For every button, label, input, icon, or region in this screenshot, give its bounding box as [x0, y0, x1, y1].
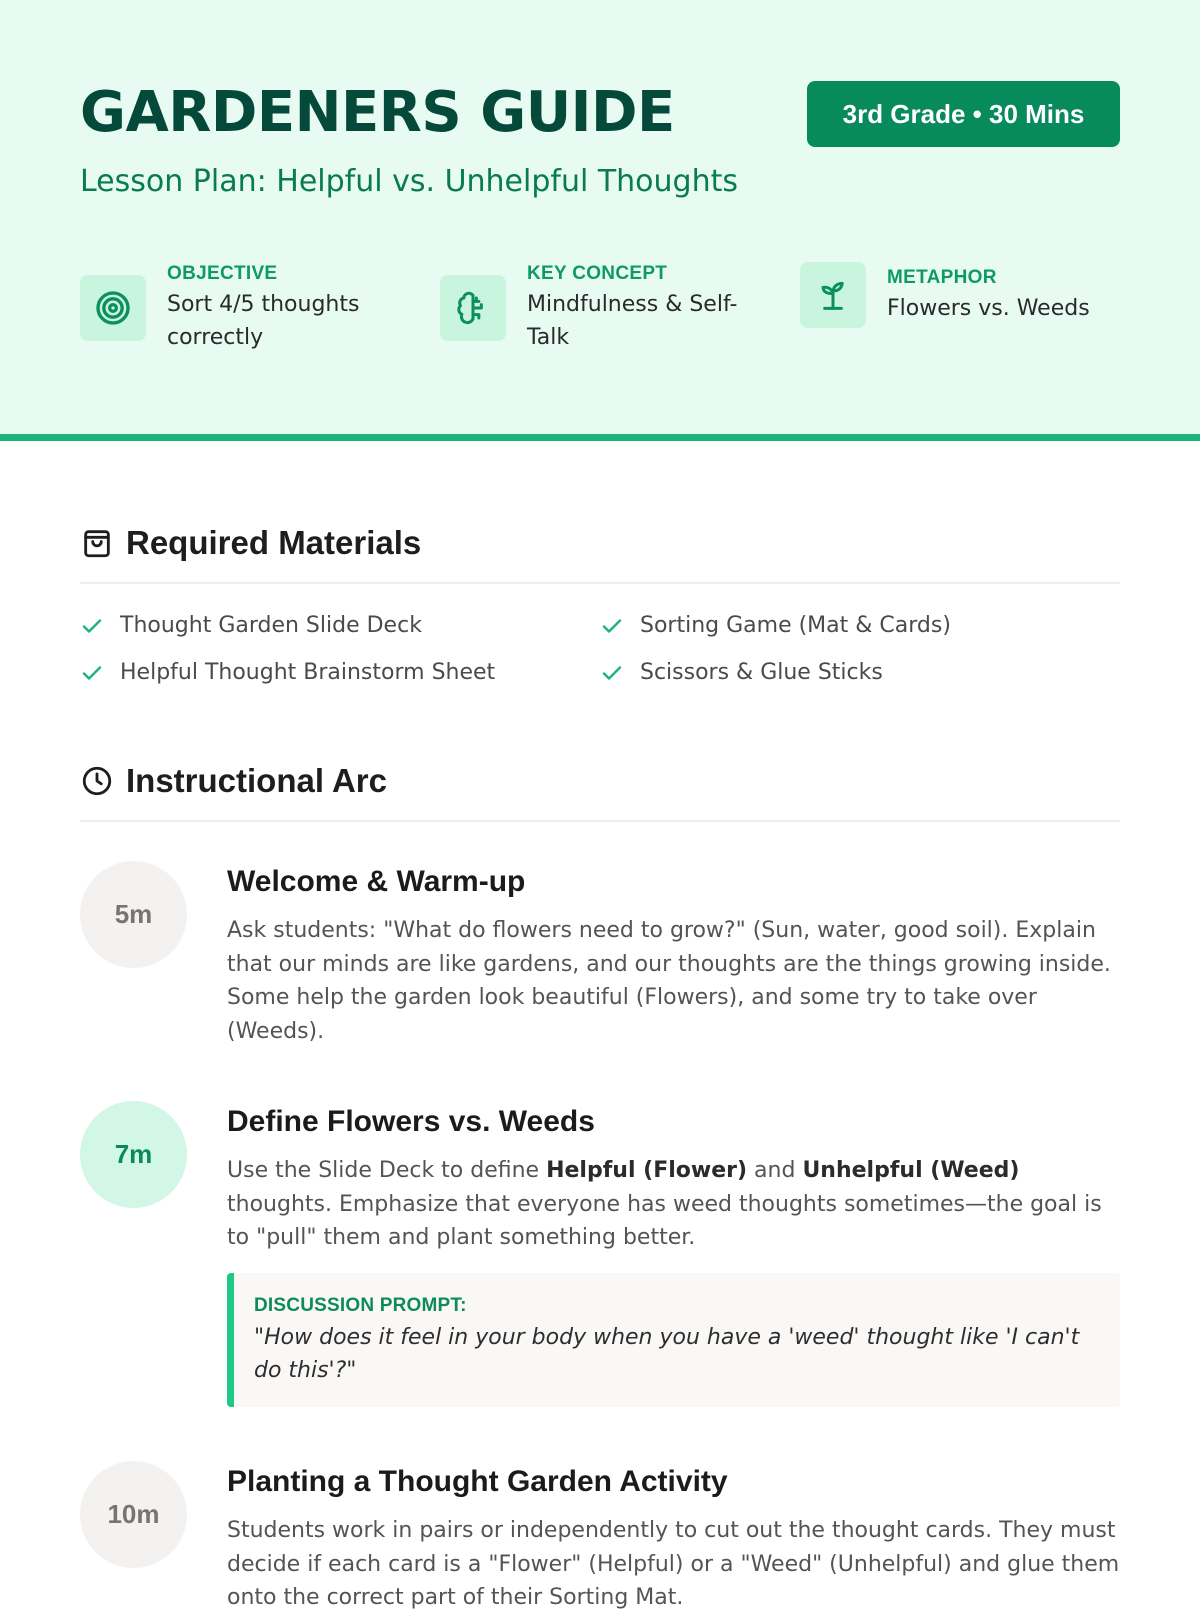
step-desc-text: and [747, 1158, 803, 1183]
lesson-subtitle: Lesson Plan: Helpful vs. Unhelpful Thoughts [80, 164, 738, 199]
lesson-header [0, 0, 1200, 441]
arc-section-header [80, 762, 1120, 822]
meta-label: METAPHOR [887, 266, 997, 288]
step-duration-badge: 10m [80, 1461, 187, 1568]
step-title: Define Flowers vs. Weeds [227, 1105, 595, 1138]
grade-duration-badge: 3rd Grade • 30 Mins [807, 81, 1120, 147]
meta-objective [80, 262, 367, 354]
check-icon [80, 661, 104, 685]
check-icon [600, 614, 624, 638]
step-desc-bold: Unhelpful (Weed) [802, 1158, 1020, 1183]
check-icon [80, 614, 104, 638]
material-label: Thought Garden Slide Deck [120, 613, 422, 638]
step-title: Welcome & Warm-up [227, 865, 526, 898]
step-title: Planting a Thought Garden Activity [227, 1465, 728, 1498]
meta-label: KEY CONCEPT [527, 263, 668, 284]
step-desc-bold: Helpful (Flower) [546, 1158, 748, 1183]
meta-value: Sort 4/5 thoughts correctly [167, 292, 360, 350]
brain-icon [440, 275, 506, 341]
step-description: Students work in pairs or independently to cut out the thought cards. They must decide if each card is a "Flower" (Helpful) or a "Weed" (Unhelpful) and glue them onto the correct part of their Sorting Mat. [227, 1518, 1120, 1610]
sprout-icon [800, 262, 866, 328]
step-desc-text: thoughts. Emphasize that everyone has weed thoughts sometimes—the goal is to "pull" them and plant something better. [227, 1191, 1102, 1250]
shopping-bag-icon [80, 526, 114, 560]
material-item [600, 613, 951, 638]
meta-key-concept [440, 262, 757, 354]
arc-title: Instructional Arc [126, 762, 387, 799]
discussion-prompt [227, 1273, 1120, 1407]
prompt-text: "How does it feel in your body when you have a 'weed' thought like 'I can't do this'?" [254, 1325, 1080, 1383]
material-label: Sorting Game (Mat & Cards) [640, 613, 951, 638]
step-description: Ask students: "What do flowers need to grow?" (Sun, water, good soil). Explain that our minds are like gardens, and our thoughts are the things growing inside. Some help the garden look beautiful (Flowers), and some try to take over (Weeds). [227, 918, 1111, 1044]
material-label: Scissors & Glue Sticks [640, 660, 883, 685]
materials-section-header [80, 524, 1120, 584]
check-icon [600, 661, 624, 685]
step-duration-badge: 5m [80, 861, 187, 968]
meta-metaphor [800, 262, 1090, 328]
step-description [227, 1154, 1122, 1255]
meta-label: OBJECTIVE [167, 263, 278, 284]
material-label: Helpful Thought Brainstorm Sheet [120, 660, 496, 685]
meta-value: Mindfulness & Self-Talk [527, 292, 738, 350]
target-icon [80, 275, 146, 341]
step-desc-text: Use the Slide Deck to define [227, 1158, 547, 1183]
meta-value: Flowers vs. Weeds [887, 295, 1090, 321]
material-item [80, 613, 422, 638]
step-duration-badge: 7m [80, 1101, 187, 1208]
page-title: GARDENERS GUIDE [80, 80, 675, 145]
prompt-label: DISCUSSION PROMPT: [254, 1295, 467, 1316]
clock-icon [80, 764, 114, 798]
material-item [600, 660, 883, 685]
materials-title: Required Materials [126, 524, 422, 561]
material-item [80, 660, 495, 685]
